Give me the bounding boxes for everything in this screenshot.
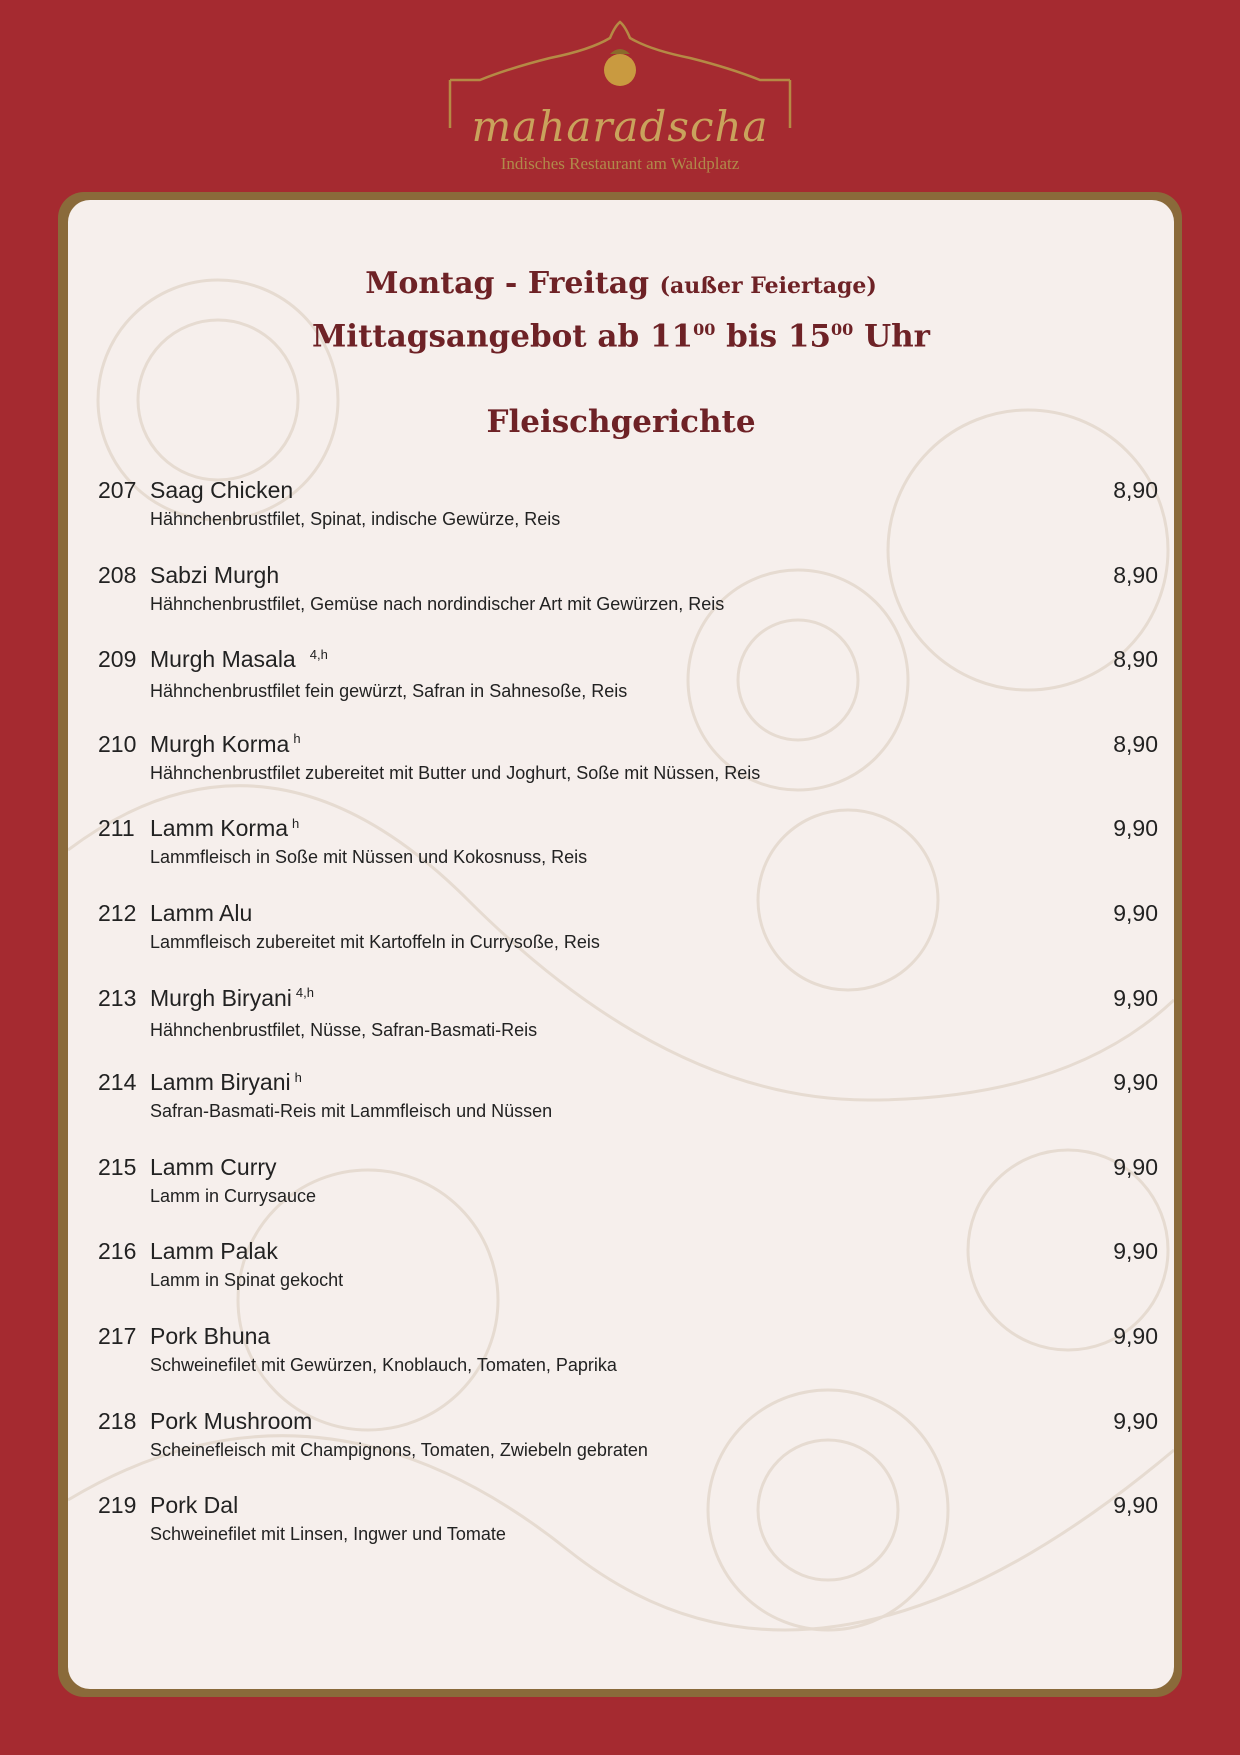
item-description: Scheinefleisch mit Champignons, Tomaten, Zwiebeln gebraten — [150, 1439, 648, 1460]
item-name — [150, 477, 293, 504]
item-name-text: Sabzi Murgh — [150, 561, 280, 588]
item-number: 210 — [98, 730, 137, 757]
menu-item — [98, 900, 1158, 985]
offer-time — [68, 308, 1174, 358]
item-description: Hähnchenbrustfilet fein gewürzt, Safran in Sahnesoße, Reis — [150, 681, 628, 702]
item-name — [150, 900, 252, 927]
item-number: 211 — [98, 815, 135, 842]
item-number: 207 — [98, 477, 137, 503]
offer-days-text: Montag - Freitag — [365, 266, 650, 301]
item-name-text: Lamm Korma — [150, 815, 289, 842]
item-number: 208 — [98, 561, 137, 588]
item-name — [150, 731, 301, 758]
item-description: Lammfleisch zubereitet mit Kartoffeln in Currysoße, Reis — [150, 931, 600, 952]
item-name — [150, 815, 299, 842]
logo-name: maharadscha — [471, 102, 769, 151]
item-number: 217 — [98, 1322, 137, 1349]
item-name-text: Lamm Palak — [150, 1238, 278, 1265]
item-name — [150, 1238, 278, 1265]
item-description: Lammfleisch in Soße mit Nüssen und Kokosnuss, Reis — [150, 847, 588, 868]
item-name — [150, 985, 314, 1012]
item-description: Lamm in Spinat gekocht — [150, 1270, 344, 1291]
item-price: 8,90 — [1113, 646, 1158, 673]
item-description: Lamm in Currysauce — [150, 1185, 317, 1206]
restaurant-logo — [440, 18, 800, 173]
item-price: 8,90 — [1113, 561, 1158, 588]
item-price: 8,90 — [1113, 730, 1158, 757]
offer-time-end-sup: 00 — [831, 320, 854, 339]
item-description: Hähnchenbrustfilet, Gemüse nach nordindischer Art mit Gewürzen, Reis — [150, 593, 725, 614]
offer-time-prefix: Mittagsangebot ab 11 — [311, 318, 694, 355]
menu-item — [98, 562, 1158, 647]
menu-item — [98, 1069, 1158, 1154]
item-number: 213 — [98, 984, 137, 1011]
offer-days — [68, 262, 1174, 308]
item-price: 9,90 — [1113, 899, 1158, 926]
item-number: 216 — [98, 1238, 137, 1265]
item-name-text: Saag Chicken — [150, 477, 294, 503]
offer-heading — [68, 262, 1174, 358]
item-price: 9,90 — [1113, 1322, 1158, 1349]
item-description: Hähnchenbrustfilet, Nüsse, Safran-Basmati-Reis — [150, 1019, 538, 1040]
item-name-text: Lamm Biryani — [150, 1069, 291, 1096]
item-price: 9,90 — [1113, 1407, 1158, 1434]
item-number: 212 — [98, 899, 137, 926]
item-price: 9,90 — [1113, 1153, 1158, 1180]
item-price: 8,90 — [1113, 477, 1158, 503]
menu-item — [98, 1492, 1158, 1577]
item-name-text: Murgh Korma — [150, 730, 290, 757]
offer-time-mid: bis 15 — [715, 318, 832, 355]
item-number: 209 — [98, 646, 137, 673]
item-price: 9,90 — [1113, 1238, 1158, 1265]
item-number: 215 — [98, 1153, 137, 1180]
menu-item — [98, 815, 1158, 900]
item-name-text: Pork Bhuna — [150, 1322, 271, 1349]
item-description: Hähnchenbrustfilet zubereitet mit Butter und Joghurt, Soße mit Nüssen, Reis — [150, 762, 761, 783]
section-title: Fleischgerichte — [486, 404, 756, 440]
menu-list — [98, 477, 1158, 1577]
item-name-text: Lamm Alu — [150, 899, 253, 926]
item-price: 9,90 — [1113, 984, 1158, 1011]
item-number: 218 — [98, 1407, 137, 1434]
item-name-text: Pork Mushroom — [150, 1407, 313, 1434]
item-allergens: 4,h — [295, 984, 314, 1000]
item-allergens: h — [292, 815, 300, 831]
offer-time-start-sup: 00 — [693, 320, 716, 339]
menu-item — [98, 477, 1158, 562]
item-name — [150, 1323, 270, 1350]
item-name-text: Murgh Masala — [150, 646, 296, 673]
item-price: 9,90 — [1113, 815, 1158, 842]
item-name-text: Murgh Biryani — [150, 984, 292, 1011]
offer-time-suffix: Uhr — [853, 318, 930, 355]
item-price: 9,90 — [1113, 1069, 1158, 1096]
menu-card — [58, 192, 1182, 1697]
menu-item — [98, 1323, 1158, 1408]
item-description: Hähnchenbrustfilet, Spinat, indische Gewürze, Reis — [150, 509, 561, 529]
menu-item — [98, 646, 1158, 731]
item-allergens: h — [294, 1069, 302, 1085]
item-name — [150, 1069, 302, 1096]
offer-days-note: (außer Feiertage) — [659, 273, 877, 299]
menu-item — [98, 1238, 1158, 1323]
item-description: Schweinefilet mit Linsen, Ingwer und Tomate — [150, 1524, 506, 1545]
menu-item — [98, 985, 1158, 1070]
item-description: Schweinefilet mit Gewürzen, Knoblauch, Tomaten, Paprika — [150, 1354, 617, 1375]
item-number: 214 — [98, 1069, 137, 1096]
item-allergens: h — [293, 731, 301, 747]
logo-tagline: Indisches Restaurant am Waldplatz — [500, 154, 740, 173]
item-name — [150, 646, 328, 673]
item-name — [150, 1408, 312, 1435]
item-name — [150, 562, 279, 589]
item-price: 9,90 — [1113, 1492, 1158, 1519]
menu-item — [98, 1408, 1158, 1493]
item-name — [150, 1492, 238, 1519]
item-number: 219 — [98, 1492, 137, 1519]
item-name — [150, 1154, 277, 1181]
menu-item — [98, 1154, 1158, 1239]
item-description: Safran-Basmati-Reis mit Lammfleisch und Nüssen — [150, 1101, 553, 1122]
item-allergens: 4,h — [309, 646, 328, 662]
item-name-text: Lamm Curry — [150, 1153, 277, 1180]
item-name-text: Pork Dal — [150, 1492, 239, 1519]
menu-item — [98, 731, 1158, 816]
